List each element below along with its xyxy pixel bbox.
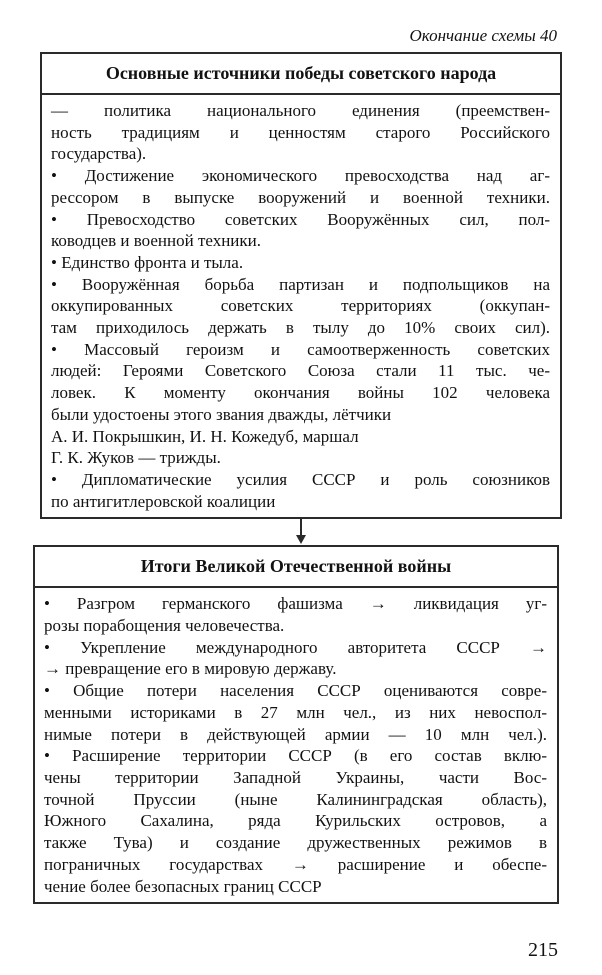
text-line: — политика национального единения (преемствен-: [51, 101, 550, 120]
page-number: 215: [528, 939, 558, 961]
sources-box-title: Основные источники победы советского народа: [42, 54, 560, 95]
text-line: • Достижение экономического превосходства над аг-: [51, 166, 550, 186]
text-line: чение более безопасных границ СССР: [44, 876, 322, 896]
text-line: чены территории Западной Украины, части Вос-: [44, 767, 547, 787]
text-line: • Массовый героизм и самоотверженность советских: [51, 339, 550, 359]
text-line: ловек. К моменту окончания войны 102 человека: [51, 383, 550, 403]
text-line: менными историками в 27 млн чел., из них невоспол-: [44, 702, 547, 722]
text-line: • Укрепление международного авторитета СССР →: [44, 637, 547, 657]
results-box-body: [35, 588, 557, 902]
text-line: там приходилось держать в тылу до 10% своих сил).: [51, 318, 550, 338]
text-line: были удостоены этого звания дважды, лётчики: [51, 404, 392, 424]
text-line: ководцев и военной техники.: [51, 231, 261, 251]
text-line: • Дипломатические усилия СССР и роль союзников: [51, 469, 550, 489]
text-line: • Единство фронта и тыла.: [51, 252, 244, 272]
text-line: • Вооружённая борьба партизан и подпольщиков на: [51, 274, 550, 294]
text-line: государства).: [51, 144, 147, 164]
sources-box-body: [42, 95, 560, 517]
text-line: по антигитлеровской коалиции: [51, 491, 276, 511]
text-line: → превращение его в мировую державу.: [44, 659, 337, 679]
running-head: Окончание схемы 40: [409, 26, 557, 45]
connector-arrowhead: [296, 535, 306, 544]
text-line: нимые потери в действующей армии — 10 млн чел.).: [44, 724, 547, 744]
text-line: точной Пруссии (ныне Калининградская область),: [44, 789, 547, 809]
text-line: Южного Сахалина, ряда Курильских островов, а: [44, 811, 547, 831]
text-line: людей: Героями Советского Союза стали 11 тыс. че-: [51, 361, 550, 381]
down-arrow-icon: [40, 519, 562, 545]
text-line: • Превосходство советских Вооружённых сил, пол-: [51, 209, 550, 229]
text-line: • Общие потери населения СССР оцениваются совре-: [44, 681, 547, 701]
text-line: также Тува) и создание дружественных режимов в: [44, 833, 547, 853]
text-line: • Разгром германского фашизма → ликвидация уг-: [44, 594, 547, 614]
text-line: розы порабощения человечества.: [44, 616, 285, 636]
text-line: оккупированных советских территориях (оккупан-: [51, 296, 550, 316]
results-box-title: Итоги Великой Отечественной войны: [35, 547, 557, 588]
text-line: рессором в выпуске вооружений и военной техники.: [51, 187, 550, 207]
text-line: Г. К. Жуков — трижды.: [51, 448, 221, 468]
text-line: • Расширение территории СССР (в его состав вклю-: [44, 746, 547, 766]
text-line: пограничных государствах → расширение и обеспе-: [44, 854, 547, 874]
text-line: ность традициям и ценностям старого Российского: [51, 122, 550, 142]
results-box: [33, 545, 559, 904]
sources-box: [40, 52, 562, 519]
text-line: А. И. Покрышкин, И. Н. Кожедуб, маршал: [51, 426, 359, 446]
